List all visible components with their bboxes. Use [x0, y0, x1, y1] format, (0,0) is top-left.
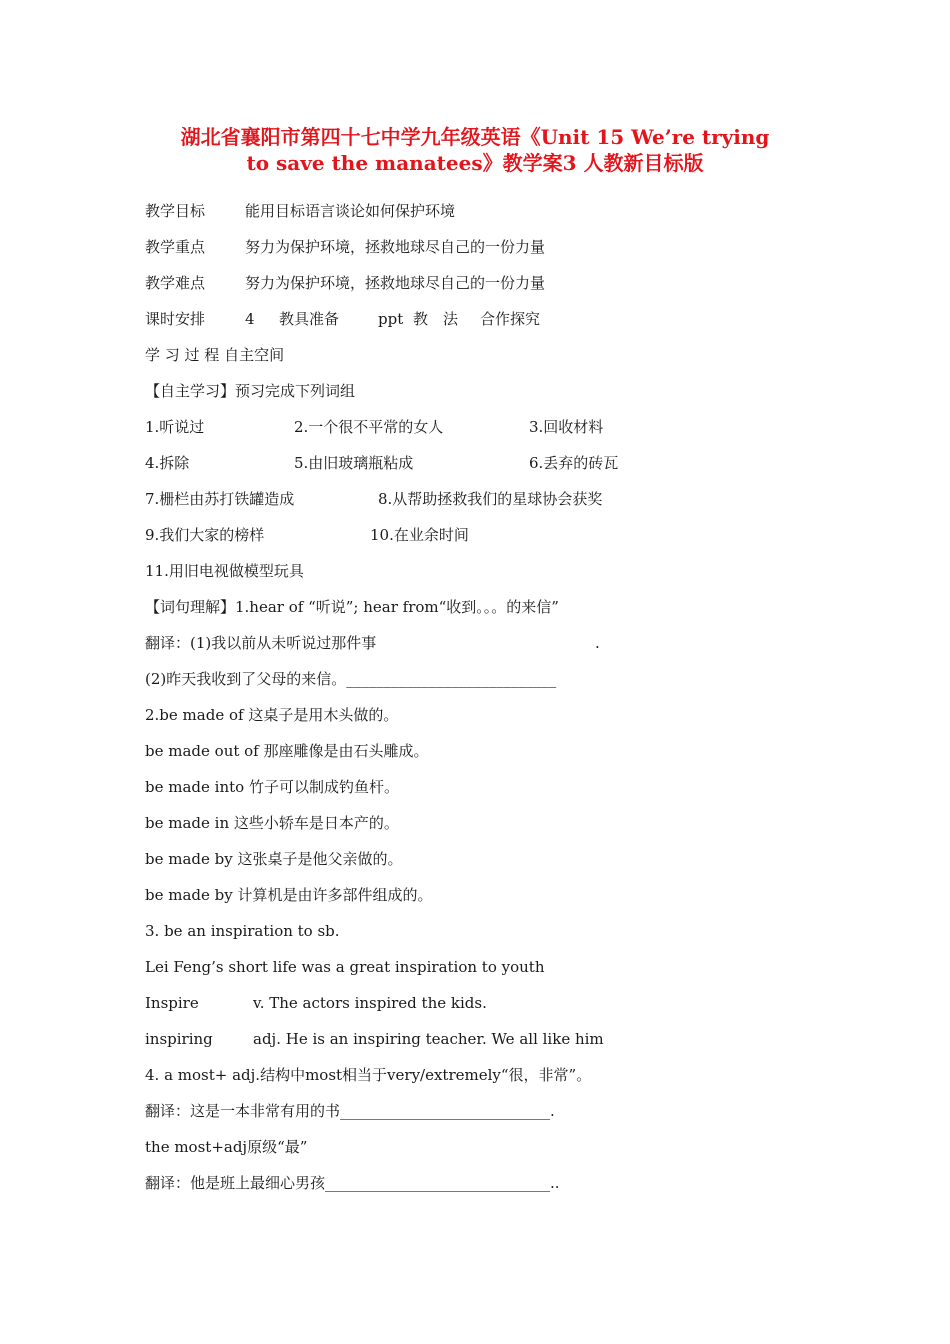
made-line: be made by 计算机是由许多部件组成的。	[145, 886, 433, 904]
list-item: 2.一个很不平常的女人	[294, 418, 444, 436]
schedule-label: 课时安排	[145, 310, 206, 328]
goal-value: 能用目标语言谈论如何保护环境	[245, 202, 456, 220]
key-point-value: 努力为保护环境，拯救地球尽自己的一份力量	[245, 238, 546, 256]
inspiring-word: inspiring	[145, 1030, 213, 1048]
translate-1: 翻译：(1)我以前从未听说过那件事	[145, 634, 377, 652]
key-point-label: 教学重点	[145, 238, 206, 256]
title-line-1: 湖北省襄阳市第四十七中学九年级英语《Unit 15 We’re trying	[180, 125, 770, 149]
list-item: 1.听说过	[145, 418, 205, 436]
inspiring-example: adj. He is an inspiring teacher. We all like him	[253, 1030, 604, 1048]
self-study-heading: 【自主学习】预习完成下列词组	[145, 382, 356, 400]
goal-label: 教学目标	[145, 202, 206, 220]
method-value: 合作探究	[480, 310, 541, 328]
list-item: 4.拆除	[145, 454, 190, 472]
list-item: 7.栅栏由苏打铁罐造成	[145, 490, 295, 508]
made-line: 2.be made of 这桌子是用木头做的。	[145, 706, 399, 724]
list-item: 9.我们大家的榜样	[145, 526, 265, 544]
prep-label: 教具准备	[279, 310, 340, 328]
translate-2: (2)昨天我收到了父母的来信。____________________________	[145, 670, 557, 688]
list-item: 11.用旧电视做模型玩具	[145, 562, 304, 580]
inspire-example: v. The actors inspired the kids.	[253, 994, 487, 1012]
the-most-line: the most+adj原级“最”	[145, 1138, 308, 1156]
difficult-point-label: 教学难点	[145, 274, 206, 292]
list-item: 8.从帮助拯救我们的星球协会获奖	[378, 490, 603, 508]
list-item: 10.在业余时间	[370, 526, 469, 544]
method-label: 教 法	[413, 310, 459, 328]
difficult-point-value: 努力为保护环境，拯救地球尽自己的一份力量	[245, 274, 546, 292]
list-item: 5.由旧玻璃瓶粘成	[294, 454, 414, 472]
made-line: be made into 竹子可以制成钓鱼杆。	[145, 778, 399, 796]
understanding-heading: 【词句理解】1.hear of “听说”; hear from“收到。。。的来信”	[145, 598, 559, 616]
inspiration-example: Lei Feng’s short life was a great inspiration to youth	[145, 958, 545, 976]
the-most-translate: 翻译：他是班上最细心男孩______________________________..	[145, 1174, 560, 1192]
prep-value: ppt	[378, 310, 404, 328]
inspiration-heading: 3. be an inspiration to sb.	[145, 922, 340, 940]
translate-1-end: .	[595, 634, 600, 652]
document-title	[120, 124, 830, 176]
made-line: be made out of 那座雕像是由石头雕成。	[145, 742, 429, 760]
made-line: be made by 这张桌子是他父亲做的。	[145, 850, 403, 868]
list-item: 3.回收材料	[529, 418, 604, 436]
list-item: 6.丢弃的砖瓦	[529, 454, 619, 472]
made-line: be made in 这些小轿车是日本产的。	[145, 814, 399, 832]
schedule-value: 4	[245, 310, 255, 328]
process-row: 学 习 过 程 自主空间	[145, 346, 285, 364]
most-translate: 翻译：这是一本非常有用的书____________________________.	[145, 1102, 555, 1120]
most-heading: 4. a most+ adj.结构中most相当于very/extremely“很，非常”。	[145, 1066, 592, 1084]
title-line-2: to save the manatees》教学案3 人教新目标版	[246, 151, 704, 175]
inspire-word: Inspire	[145, 994, 199, 1012]
